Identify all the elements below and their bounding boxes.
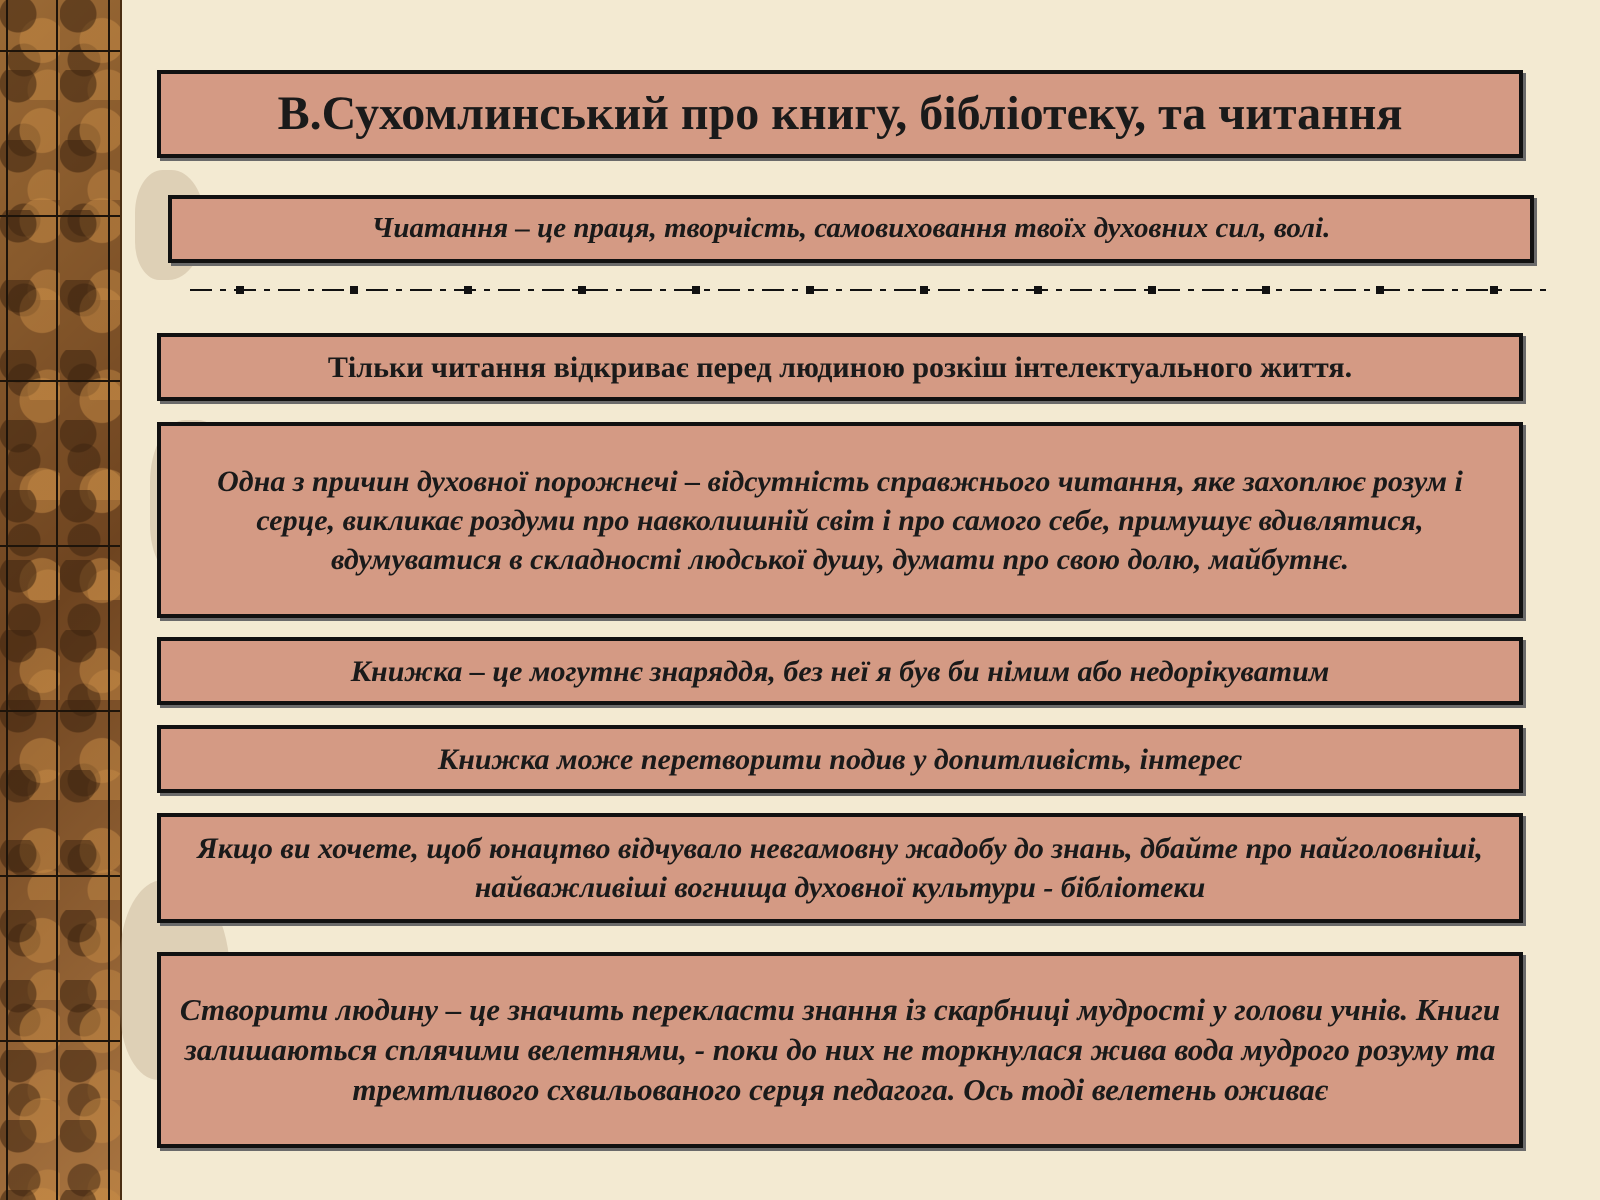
quote-box-2: Тільки читання відкриває перед людиною розкіш інтелектуального життя. xyxy=(157,333,1523,401)
strip-grid-line xyxy=(0,1040,120,1042)
strip-grid-line xyxy=(0,545,120,547)
decorative-side-strip xyxy=(0,0,122,1200)
strip-grid-line xyxy=(0,710,120,712)
dashed-separator xyxy=(190,285,1550,295)
quote-box-4: Книжка – це могутнє знаряддя, без неї я був би німим або недорікуватим xyxy=(157,637,1523,705)
strip-grid-line xyxy=(108,0,110,1200)
strip-grid-line xyxy=(0,215,120,217)
strip-grid-line xyxy=(56,0,58,1200)
page-title: В.Сухомлинський про книгу, бібліотеку, та читання xyxy=(157,70,1523,158)
quote-box-7: Створити людину – це значить перекласти знання із скарбниці мудрості у голови учнів. Книги залишаються сплячими велетнями, - поки до них не торкнулася жива вода мудрого розуму та тремтливого схвильованого серця педагога. Ось тоді велетень оживає xyxy=(157,952,1523,1148)
strip-grid-line xyxy=(0,380,120,382)
strip-grid-line xyxy=(0,875,120,877)
strip-grid-line xyxy=(6,0,8,1200)
quote-box-5: Книжка може перетворити подив у допитливість, інтерес xyxy=(157,725,1523,793)
quote-box-6: Якщо ви хочете, щоб юнацтво відчувало невгамовну жадобу до знань, дбайте про найголовніші, найважливіші вогнища духовної культури - бібліотеки xyxy=(157,813,1523,923)
strip-grid-line xyxy=(0,50,120,52)
quote-box-1: Чиатання – це праця, творчість, самовиховання твоїх духовних сил, волі. xyxy=(168,195,1534,263)
quote-box-3: Одна з причин духовної порожнечі – відсутність справжнього читання, яке захоплює розум і серце, викликає роздуми про навколишній світ і про самого себе, примушує вдивлятися, вдумуватися в складності людської душу, думати про свою долю, майбутнє. xyxy=(157,422,1523,618)
